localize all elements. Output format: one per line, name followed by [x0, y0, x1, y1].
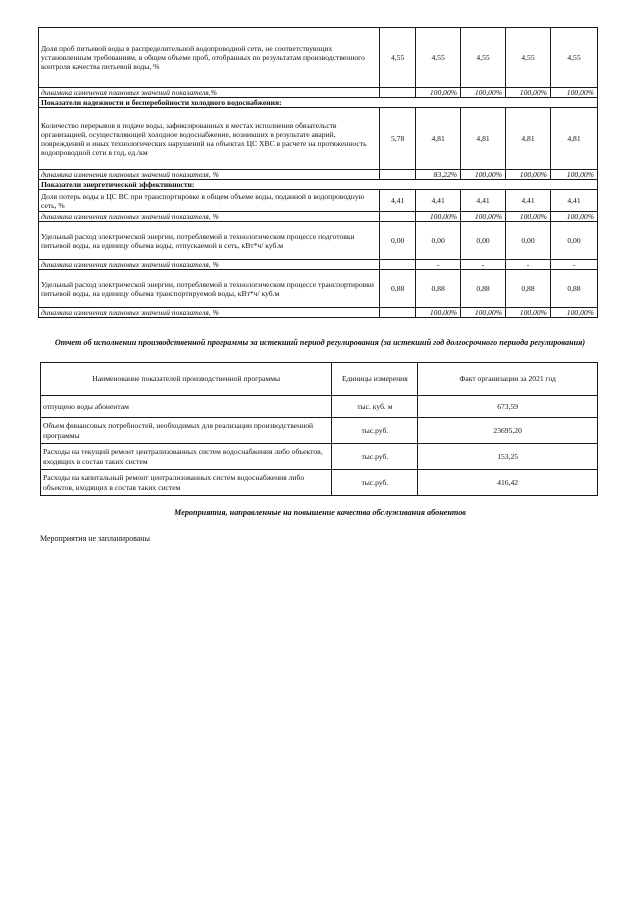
indicator-value: 4,81 [506, 108, 551, 170]
dynamics-value: 100,00% [506, 308, 551, 318]
indicator-value: 4,41 [461, 190, 506, 212]
report-item-name: отпущено воды абонентам [41, 396, 332, 418]
report-item-unit: тыс.руб. [332, 418, 418, 444]
dynamics-value [380, 212, 416, 222]
table-row [39, 270, 598, 308]
indicator-value: 0,88 [380, 270, 416, 308]
section-heading: Показатели надежности и бесперебойности холодного водоснабжения: [39, 98, 598, 108]
dynamics-value: 100,00% [506, 212, 551, 222]
indicator-value: 4,55 [380, 28, 416, 88]
indicator-value: 0,88 [461, 270, 506, 308]
report-item-unit: тыс.руб. [332, 444, 418, 470]
report-item-unit: тыс. куб. м [332, 396, 418, 418]
report-item-value: 416,42 [418, 470, 598, 496]
dynamics-value: 100,00% [416, 88, 461, 98]
report-table [40, 362, 598, 496]
indicator-value: 4,55 [461, 28, 506, 88]
dynamics-value: 100,00% [550, 308, 597, 318]
dynamics-value: - [506, 260, 551, 270]
dynamics-value [380, 170, 416, 180]
indicator-value: 0,88 [506, 270, 551, 308]
dynamics-value: 100,00% [550, 212, 597, 222]
indicator-value: 4,41 [506, 190, 551, 212]
dynamics-value: 100,00% [461, 212, 506, 222]
table-header-row [41, 363, 598, 396]
section-row [39, 180, 598, 190]
indicator-value: 4,41 [550, 190, 597, 212]
dynamics-value: 100,00% [461, 308, 506, 318]
indicator-value: 0,00 [380, 222, 416, 260]
indicators-table [38, 27, 598, 318]
report-item-value: 153,25 [418, 444, 598, 470]
indicator-value: 4,41 [416, 190, 461, 212]
column-header: Единицы измерения [332, 363, 418, 396]
table-row [39, 108, 598, 170]
dynamics-value: 100,00% [461, 88, 506, 98]
table-row [39, 88, 598, 98]
indicator-value: 0,00 [461, 222, 506, 260]
indicator-label: Удельный расход электрической энергии, потребляемой в технологическом процессе подготовки питьевой воды, на единицу объема воды, отпускаемой в сеть, кВт*ч/ куб.м [39, 222, 380, 260]
section-row [39, 98, 598, 108]
table-row [39, 212, 598, 222]
table-row [39, 308, 598, 318]
dynamics-value: 100,00% [416, 308, 461, 318]
measures-title: Мероприятия, направленные на повышение качества обслуживания абонентов [174, 508, 466, 517]
report-item-name: Расходы на текущий ремонт централизованных систем водоснабжения либо объектов, входящих в состав таких систем [41, 444, 332, 470]
dynamics-value [380, 308, 416, 318]
indicator-value: 4,81 [416, 108, 461, 170]
indicator-value: 4,55 [506, 28, 551, 88]
report-item-name: Объем финансовых потребностей, необходимых для реализации производственной программы [41, 418, 332, 444]
column-header: Наименование показателей производственной программы [41, 363, 332, 396]
table-row [39, 190, 598, 212]
dynamics-value: - [416, 260, 461, 270]
table-row [41, 470, 598, 496]
dynamics-value [380, 88, 416, 98]
indicator-value: 0,00 [506, 222, 551, 260]
table-row [39, 222, 598, 260]
indicator-value: 4,81 [550, 108, 597, 170]
section-heading: Показатели энергетической эффективности: [39, 180, 598, 190]
column-header: Факт организации за 2021 год [418, 363, 598, 396]
dynamics-value [380, 260, 416, 270]
dynamics-value: 100,00% [550, 88, 597, 98]
table-row [39, 170, 598, 180]
dynamics-value: 100,00% [461, 170, 506, 180]
dynamics-value: 100,00% [416, 212, 461, 222]
measures-note: Мероприятия не запланированы [40, 534, 150, 543]
dynamics-label: динамика изменения плановых значений показателя, % [39, 308, 380, 318]
dynamics-label: динамика изменения плановых значений показателя,% [39, 88, 380, 98]
indicator-value: 0,00 [416, 222, 461, 260]
indicator-value: 0,00 [550, 222, 597, 260]
table-row [39, 28, 598, 88]
indicator-value: 0,88 [416, 270, 461, 308]
indicator-value: 4,55 [416, 28, 461, 88]
dynamics-value: 100,00% [550, 170, 597, 180]
dynamics-label: динамика изменения плановых значений показателя, % [39, 170, 380, 180]
indicator-label: Количество перерывов в подаче воды, зафиксированных в местах исполнения обязательств организацией, осуществляющей холодное водоснабжение, возникших в результате аварий, повреждений и иных технологических нарушений на объектах ЦС ХВС в расчете на протяженность водопроводной сети в год, ед./км [39, 108, 380, 170]
dynamics-value: 100,00% [506, 170, 551, 180]
indicator-value: 4,41 [380, 190, 416, 212]
indicator-value: 4,55 [550, 28, 597, 88]
report-item-value: 673,59 [418, 396, 598, 418]
dynamics-value: 83,22% [416, 170, 461, 180]
report-item-value: 23695,20 [418, 418, 598, 444]
report-item-unit: тыс.руб. [332, 470, 418, 496]
indicator-label: Доля потерь воды в ЦС ВС при транспортировке в общем объеме воды, поданной в водопроводную сеть, % [39, 190, 380, 212]
dynamics-label: динамика изменения плановых значений показателя, % [39, 260, 380, 270]
report-item-name: Расходы на капитальный ремонт централизованных систем водоснабжения либо объектов, входящих в состав таких систем [41, 470, 332, 496]
table-row [41, 418, 598, 444]
indicator-value: 4,81 [461, 108, 506, 170]
table-row [41, 396, 598, 418]
indicator-label: Удельный расход электрической энергии, потребляемой в технологическом процессе транспортировки питьевой воды, на единицу объема транспортируемой воды, кВт*ч/ куб.м [39, 270, 380, 308]
table-row [41, 444, 598, 470]
report-title: Отчет об исполнении производственной программы за истекший период регулирования (за истекший год долгосрочного периода регулирования) [54, 338, 586, 347]
dynamics-label: динамика изменения плановых значений показателя, % [39, 212, 380, 222]
dynamics-value: 100,00% [506, 88, 551, 98]
dynamics-value: - [461, 260, 506, 270]
indicator-label: Доля проб питьевой воды в распределительной водопроводной сети, не соответствующих установленным требованиям, в общем объеме проб, отобранных по результатам производственного контроля качества питьевой воды, % [39, 28, 380, 88]
table-row [39, 260, 598, 270]
indicator-value: 0,88 [550, 270, 597, 308]
dynamics-value: - [550, 260, 597, 270]
indicator-value: 5,78 [380, 108, 416, 170]
